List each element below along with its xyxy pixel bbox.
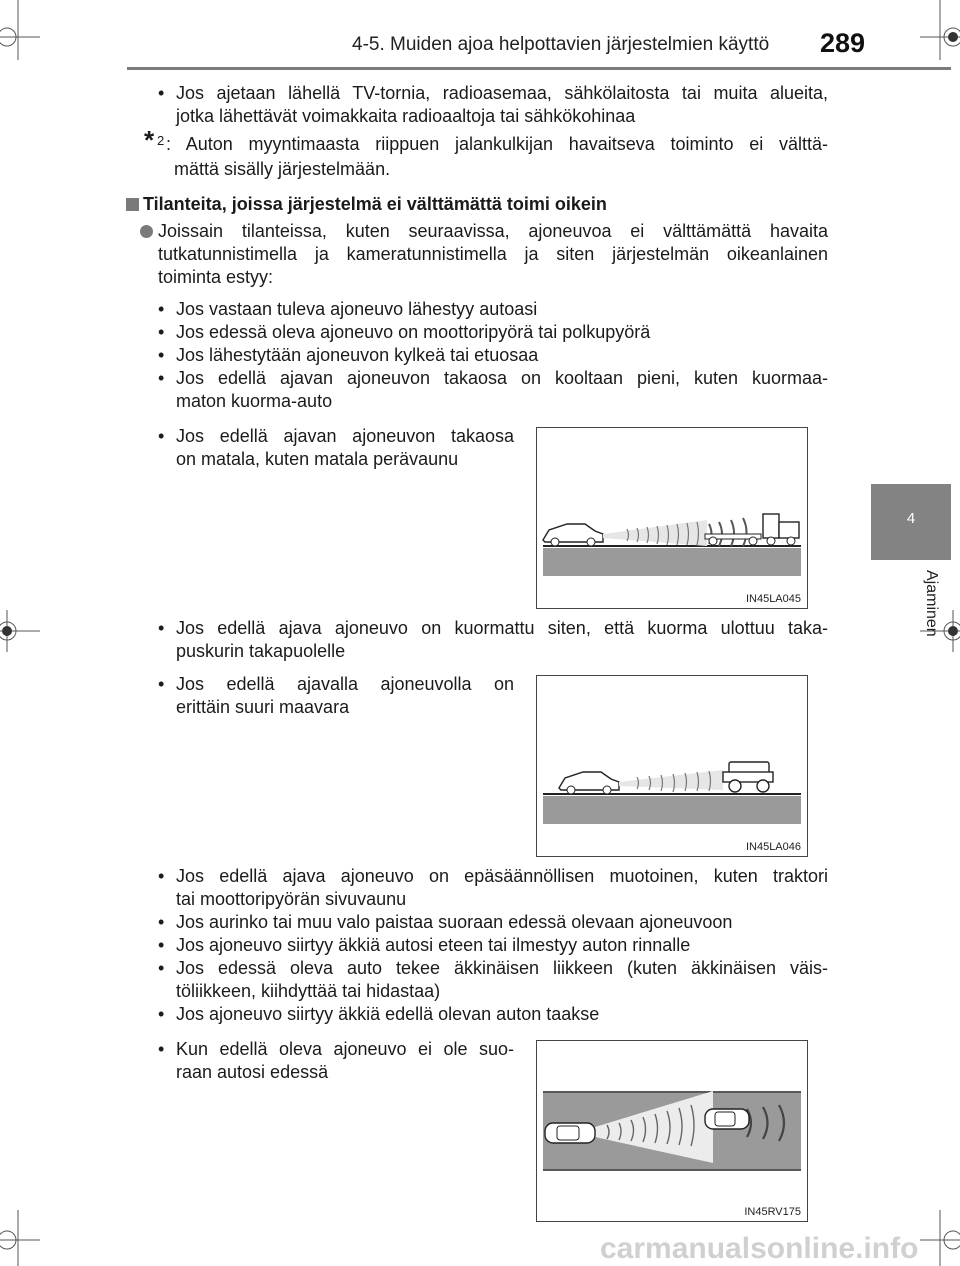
para-line1: Joissain tilanteissa, kuten seuraavissa, ajoneuvoa ei välttämättä havaita [158,221,828,241]
header-rule [127,67,951,70]
watermark: carmanualsonline.info [600,1232,919,1265]
figure-code: IN45LA045 [745,593,801,605]
fig3-item-line1: Kun edellä oleva ajoneuvo ei ole suo- [176,1039,514,1059]
bullet-glyph: • [158,83,165,103]
intro-bullet-line1: Jos ajetaan lähellä TV-tornia, radioasemaa, sähkölaitosta tai muita alueita, [176,83,828,103]
list-item [158,934,828,957]
list-item [158,344,828,367]
list-item-text: Jos ajoneuvo siirtyy äkkiä edellä olevan auton taakse [176,1004,600,1024]
footnote [144,125,828,183]
chapter-label: Ajaminen [923,570,940,637]
list-item [158,865,828,911]
bullet-glyph: • [158,322,165,342]
figure-low-trailer [536,427,808,609]
para-line2: tutkatunnistimella ja kameratunnistimella ja siten järjestelmän oikeanlainen [158,244,828,264]
bullet-glyph: • [158,935,165,955]
mid-item-line1: Jos edellä ajava ajoneuvo on kuormattu siten, että kuorma ulottuu taka- [176,618,828,638]
list-item-text: Jos lähestytään ajoneuvon kylkeä tai etuosaa [176,345,539,365]
bullet-glyph: • [158,345,165,365]
fig1-item-line1: Jos edellä ajavan ajoneuvon takaosa [176,426,514,446]
bullet-glyph: • [158,618,165,638]
bullet-glyph: • [158,958,165,978]
chapter-tab [871,484,951,560]
fig1-item-line2: on matala, kuten matala perävaunu [176,449,459,469]
intro-bullet [158,82,828,130]
list-item-text: Jos aurinko tai muu valo paistaa suoraan edessä olevaan ajoneuvoon [176,912,733,932]
figure-offset-vehicle-illustration [537,1041,807,1221]
list-item-text: Jos edellä ajava ajoneuvo on epäsäännöllisen muotoinen, kuten traktori [176,866,828,886]
footnote-asterisk: * [144,125,155,155]
bullet-glyph: • [158,299,165,319]
para-line3: toiminta estyy: [158,267,274,287]
fig1-item [158,425,514,473]
figure-code: IN45LA046 [745,841,801,853]
list-item [158,911,828,934]
list-item-text: Jos edellä ajavan ajoneuvon takaosa on kooltaan pieni, kuten kuormaa- [176,368,828,388]
list-item [158,367,828,413]
bullet-glyph: • [158,912,165,932]
chapter-number: 4 [906,510,916,527]
list-item-text-cont: tai moottoripyörän sivuvaunu [176,889,407,909]
figure-high-clearance-illustration [537,676,807,856]
bullet-glyph: • [158,368,165,388]
footnote-number: 2 [157,133,165,148]
list-item-text: Jos ajoneuvo siirtyy äkkiä autosi eteen tai ilmestyy auton rinnalle [176,935,691,955]
section-paragraph [158,220,828,289]
list-item [158,957,828,1003]
figure-offset-vehicle [536,1040,808,1222]
fig3-item [158,1038,514,1086]
bullet-glyph: • [158,1004,165,1024]
intro-bullet-line2: jotka lähettävät voimakkaita radioaaltoja tai sähkökohinaa [176,106,636,126]
list-item-text-cont: töliikkeen, kiihdyttää tai hidastaa) [176,981,441,1001]
bullet-glyph: • [158,674,165,694]
bullet-glyph: • [158,866,165,886]
mid-item [158,617,828,665]
bullet-glyph: • [158,1039,165,1059]
square-bullet-icon [126,198,139,211]
figure-code: IN45RV175 [744,1206,801,1218]
running-header-title: 4-5. Muiden ajoa helpottavien järjestelmien käyttö [352,34,770,55]
figure-low-trailer-illustration [537,428,807,608]
round-bullet-icon [140,225,153,238]
fig2-item-line2: erittäin suuri maavara [176,697,350,717]
list-item [158,1003,828,1026]
fig2-item-line1: Jos edellä ajavalla ajoneuvolla on [176,674,514,694]
fig2-item [158,673,514,721]
bullet-glyph: • [158,426,165,446]
list-1 [158,298,828,413]
mid-item-line2: puskurin takapuolelle [176,641,346,661]
list-item [158,298,828,321]
list-item-text: Jos vastaan tuleva ajoneuvo lähestyy autoasi [176,299,538,319]
list-item-text: Jos edessä oleva auto tekee äkkinäisen liikkeen (kuten äkkinäisen väis- [176,958,828,978]
footnote-line1: : Auton myyntimaasta riippuen jalankulkijan havaitseva toiminto ei välttä- [166,134,828,154]
page-number: 289 [820,28,866,58]
list-item-text-cont: maton kuorma-auto [176,391,333,411]
list-item [158,321,828,344]
list-2 [158,865,828,1026]
fig3-item-line2: raan autosi edessä [176,1062,329,1082]
section-heading-text: Tilanteita, joissa järjestelmä ei välttämättä toimi oikein [143,194,607,214]
figure-high-clearance [536,675,808,857]
section-heading [126,194,607,215]
list-item-text: Jos edessä oleva ajoneuvo on moottoripyörä tai polkupyörä [176,322,651,342]
footnote-line2: mättä sisälly järjestelmään. [174,159,391,179]
